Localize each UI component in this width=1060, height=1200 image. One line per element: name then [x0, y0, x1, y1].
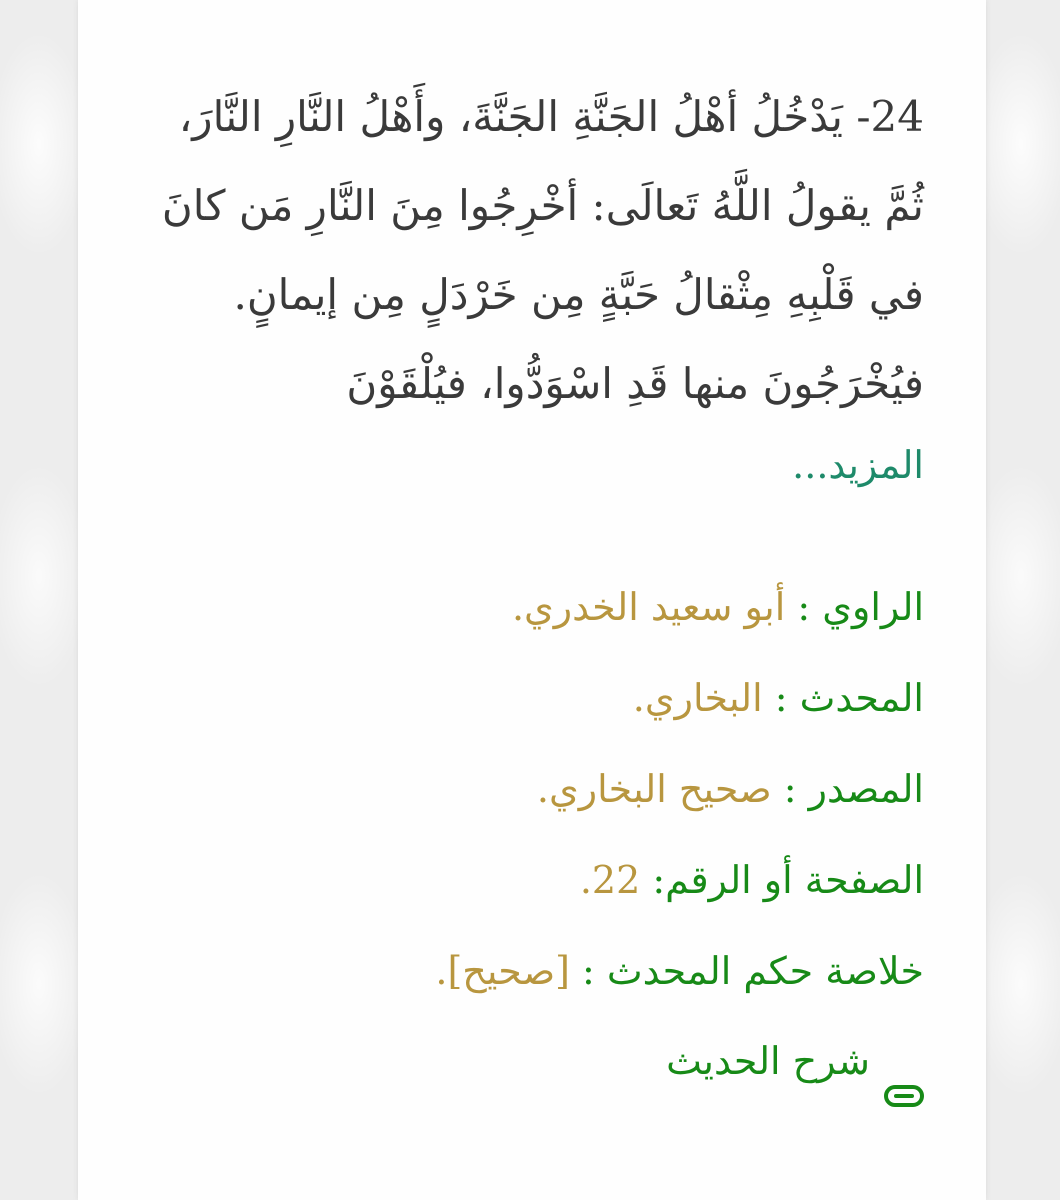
explain-hadith-label: شرح الحديث [666, 1039, 870, 1083]
narrator-value: أبو سعيد الخدري. [511, 585, 786, 629]
scholar-label: المحدث : [774, 676, 924, 720]
page-number-row [130, 835, 924, 926]
narrator-row [130, 562, 924, 653]
link-icon [884, 1050, 924, 1072]
source-row [130, 744, 924, 835]
hadith-content [130, 72, 924, 1140]
grade-label: خلاصة حكم المحدث : [582, 949, 924, 993]
source-label: المصدر : [783, 767, 924, 811]
hadith-metadata [130, 562, 924, 1140]
source-value: صحيح البخاري. [536, 767, 772, 811]
left-background-decoration [0, 0, 78, 1200]
narrator-label: الراوي : [797, 585, 924, 629]
hadith-body: يَدْخُلُ أهْلُ الجَنَّةِ الجَنَّةَ، وأَهْلُ النَّارِ النَّارَ، ثُمَّ يقولُ اللَّهُ تَعالَى: أخْرِجُوا مِنَ النَّارِ مَن كانَ في قَلْبِهِ مِثْقالُ حَبَّةٍ مِن خَرْدَلٍ مِن إيمانٍ. فيُخْرَجُونَ منها قَدِ اسْوَدُّوا، فيُلْقَوْنَ [161, 92, 924, 408]
page-number-label: الصفحة أو الرقم: [652, 858, 924, 902]
grade-row [130, 926, 924, 1017]
hadith-number-value: 24 [870, 92, 924, 141]
read-more-link[interactable]: المزيد... [792, 443, 924, 487]
hadith-text [130, 72, 924, 428]
right-background-decoration [982, 0, 1060, 1200]
scholar-row [130, 653, 924, 744]
hadith-number [856, 92, 924, 141]
scholar-value: البخاري. [632, 676, 763, 720]
page-number-value: 22. [579, 858, 641, 902]
explain-row [130, 1017, 924, 1140]
hadith-number-separator: - [856, 92, 871, 141]
grade-value: [صحيح]. [435, 949, 570, 993]
hadith-card [78, 0, 986, 1200]
explain-hadith-link[interactable] [666, 1017, 924, 1105]
